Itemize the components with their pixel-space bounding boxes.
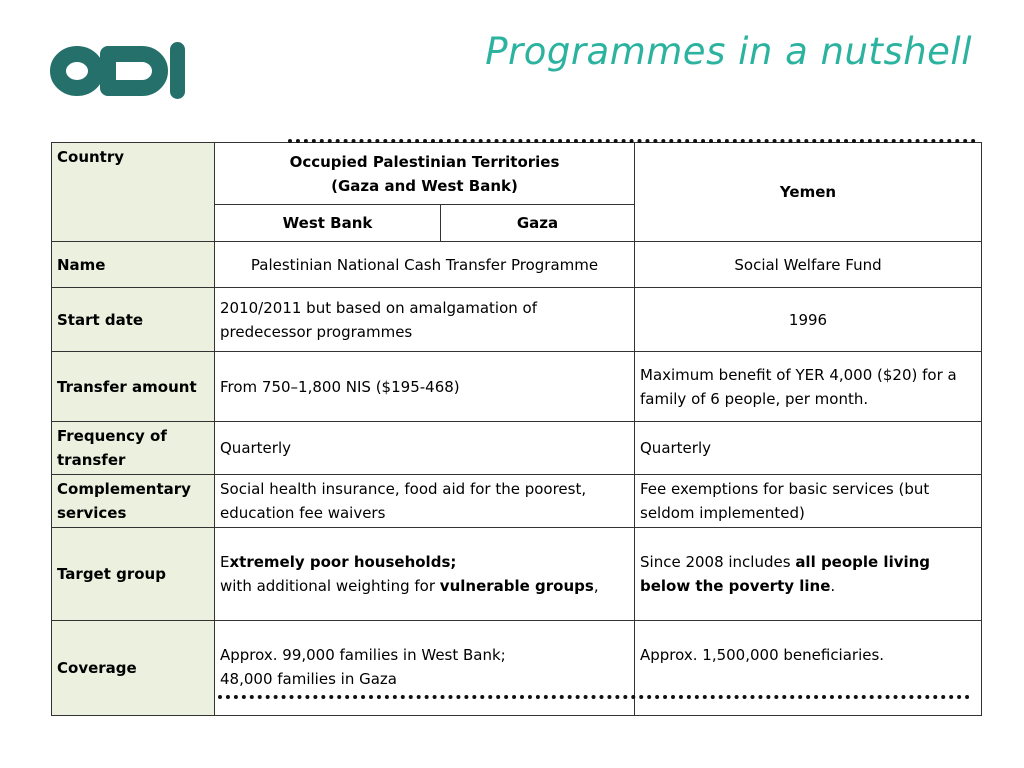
cell-value: Palestinian National Cash Transfer Programme — [215, 242, 635, 288]
opt-header-line2: (Gaza and West Bank) — [331, 176, 518, 195]
row-label: Transfer amount — [52, 352, 215, 422]
yemen-header: Yemen — [635, 143, 982, 242]
row-label: Start date — [52, 288, 215, 352]
cell-value — [215, 528, 635, 621]
row-label: Name — [52, 242, 215, 288]
table-row — [52, 352, 982, 422]
cell-value: Fee exemptions for basic services (but seldom implemented) — [635, 475, 982, 528]
row-label: Coverage — [52, 621, 215, 716]
dotted-line-bottom — [218, 695, 970, 699]
text-line: Approx. 99,000 families in West Bank; — [220, 646, 506, 664]
country-label: Country — [52, 143, 215, 242]
opt-header-line1: Occupied Palestinian Territories — [289, 152, 560, 171]
cell-value — [635, 528, 982, 621]
text-run: with additional weighting for — [220, 577, 440, 595]
cell-value: Social Welfare Fund — [635, 242, 982, 288]
cell-value — [215, 621, 635, 716]
row-label: Complementary services — [52, 475, 215, 528]
text-run: , — [593, 577, 599, 595]
text-run-bold: all people living below the poverty line — [640, 553, 931, 595]
gaza-header: Gaza — [441, 205, 635, 242]
dotted-line-top — [288, 139, 976, 143]
cell-value: 2010/2011 but based on amalgamation of predecessor programmes — [215, 288, 635, 352]
table-row — [52, 528, 982, 621]
table-row — [52, 242, 982, 288]
cell-value: Maximum benefit of YER 4,000 ($20) for a family of 6 people, per month. — [635, 352, 982, 422]
table-row — [52, 288, 982, 352]
cell-value: From 750–1,800 NIS ($195-468) — [215, 352, 635, 422]
west-bank-header: West Bank — [215, 205, 441, 242]
cell-value: Social health insurance, food aid for the poorest, education fee waivers — [215, 475, 635, 528]
page-title: Programmes in a nutshell — [485, 30, 972, 73]
cell-value: Approx. 1,500,000 beneficiaries. — [635, 621, 982, 716]
odi-logo — [50, 40, 186, 102]
cell-value: Quarterly — [215, 422, 635, 475]
text-run-bold: xtremely poor households; — [229, 553, 457, 571]
row-label: Frequency of transfer — [52, 422, 215, 475]
cell-value: Quarterly — [635, 422, 982, 475]
opt-header — [215, 143, 635, 205]
cell-value: 1996 — [635, 288, 982, 352]
text-run: E — [220, 553, 230, 571]
table-row — [52, 422, 982, 475]
text-run-bold: vulnerable groups — [439, 577, 594, 595]
text-run: Since 2008 includes — [640, 553, 796, 571]
table-row — [52, 621, 982, 716]
programmes-table — [51, 142, 982, 716]
text-run: . — [830, 577, 836, 595]
text-line: 48,000 families in Gaza — [220, 670, 397, 688]
table-row — [52, 475, 982, 528]
row-label: Target group — [52, 528, 215, 621]
table-row — [52, 143, 982, 205]
